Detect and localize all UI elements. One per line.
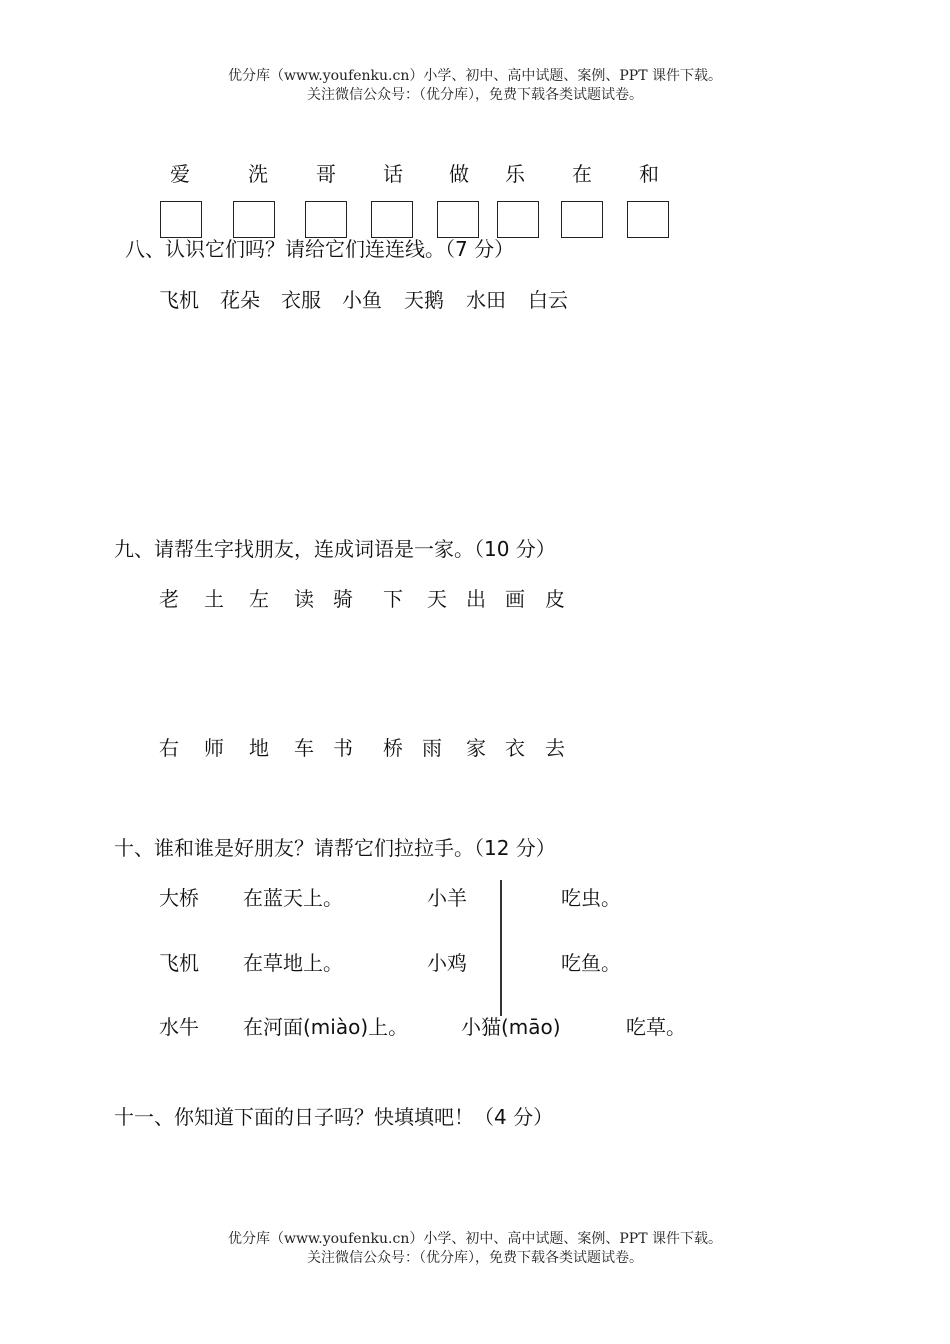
page-header-line-2: 关注微信公众号：（优分库），免费下载各类试题试卷。: [307, 87, 643, 103]
word-item: 花朵: [220, 288, 260, 312]
page-footer-line-2: 关注微信公众号：（优分库），免费下载各类试题试卷。: [307, 1250, 643, 1266]
char-item: 在: [572, 162, 592, 186]
food-item: 吃虫。: [561, 886, 621, 910]
char-item: 哥: [316, 162, 336, 186]
word-item: 天鹅: [404, 288, 444, 312]
answer-box[interactable]: [305, 201, 347, 238]
char-item: 骑: [333, 587, 353, 611]
answer-box[interactable]: [497, 201, 539, 238]
food-item: 吃草。: [626, 1015, 686, 1039]
section-11-title: 十一、你知道下面的日子吗？快填填吧！（4 分）: [114, 1105, 554, 1129]
animal-item: 小鸡: [427, 951, 467, 975]
place-item: 在河面(miào)上。: [243, 1015, 409, 1039]
divider-line: [500, 880, 502, 1016]
char-item: 天: [427, 587, 447, 611]
answer-box[interactable]: [437, 201, 479, 238]
answer-box[interactable]: [561, 201, 603, 238]
char-item: 洗: [248, 162, 268, 186]
char-item: 出: [466, 587, 486, 611]
answer-box[interactable]: [233, 201, 275, 238]
word-item: 白云: [528, 288, 568, 312]
answer-box[interactable]: [627, 201, 669, 238]
subject-item: 水牛: [159, 1015, 199, 1039]
char-item: 老: [159, 587, 179, 611]
char-item: 读: [294, 587, 314, 611]
page-header-line-1: 优分库（www.youfenku.cn）小学、初中、高中试题、案例、PPT 课件下载。: [227, 68, 722, 84]
char-item: 和: [639, 162, 659, 186]
char-item: 土: [204, 587, 224, 611]
char-item: 去: [545, 736, 565, 760]
subject-item: 大桥: [159, 886, 199, 910]
char-item: 师: [204, 736, 224, 760]
place-item: 在草地上。: [243, 951, 343, 975]
char-item: 皮: [545, 587, 565, 611]
page-footer-line-1: 优分库（www.youfenku.cn）小学、初中、高中试题、案例、PPT 课件下载。: [227, 1231, 722, 1247]
section-9-title: 九、请帮生字找朋友，连成词语是一家。（10 分）: [114, 537, 556, 561]
word-item: 小鱼: [342, 288, 382, 312]
char-item: 车: [294, 736, 314, 760]
word-item: 水田: [466, 288, 506, 312]
place-item: 在蓝天上。: [243, 886, 343, 910]
section-8-title: 八、认识它们吗？请给它们连连线。（7 分）: [125, 237, 515, 261]
char-item: 衣: [505, 736, 525, 760]
char-item: 画: [505, 587, 525, 611]
char-item: 家: [466, 736, 486, 760]
char-item: 做: [449, 162, 469, 186]
food-item: 吃鱼。: [561, 951, 621, 975]
char-item: 下: [383, 587, 403, 611]
char-item: 右: [159, 736, 179, 760]
char-item: 地: [249, 736, 269, 760]
word-item: 飞机: [159, 288, 199, 312]
char-item: 乐: [505, 162, 525, 186]
char-item: 左: [249, 587, 269, 611]
animal-item: 小猫(māo): [461, 1015, 561, 1039]
char-item: 书: [333, 736, 353, 760]
subject-item: 飞机: [159, 951, 199, 975]
char-item: 桥: [383, 736, 403, 760]
char-item: 雨: [422, 736, 442, 760]
char-item: 话: [383, 162, 403, 186]
animal-item: 小羊: [427, 886, 467, 910]
char-item: 爱: [170, 162, 190, 186]
word-item: 衣服: [281, 288, 321, 312]
answer-box[interactable]: [160, 201, 202, 238]
section-10-title: 十、谁和谁是好朋友？请帮它们拉拉手。（12 分）: [114, 836, 556, 860]
answer-box[interactable]: [371, 201, 413, 238]
